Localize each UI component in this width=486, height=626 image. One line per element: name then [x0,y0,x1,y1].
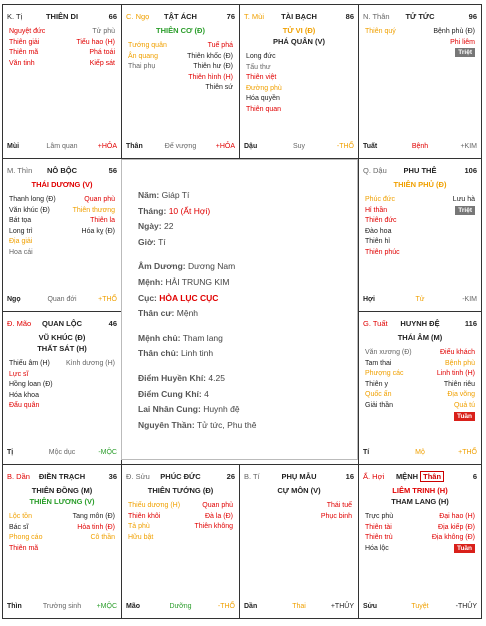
star-list [128,501,233,543]
star-left: Hóa quyền [246,95,280,103]
star-row [246,512,352,523]
main-star: THẤT SÁT (H) [37,344,87,353]
star-row [246,105,352,116]
star-left: Hóa lộc [365,544,389,552]
chart-center-info: Năm: Giáp Tí Tháng: 10 (Ất Hợi) Ngày: 22 Giờ: Tí Âm Dương: Dương Nam Mệnh: HẢI TRUNG KIM Cục: HỎA LỤC CỤC Thân cư: Mệnh Mệnh chủ: Tham lang Thân chủ: Linh tinh Điểm Huyền Khí: 4.25 Điểm Cung Khí: 4 Lai Nhân Cung: Huynh đệ Nguyên Thần: Tử tức, Phu thê [121,159,358,460]
star-right: Kình dương (H) [66,360,115,367]
star-left: Thiên quý [365,28,396,35]
star-row [9,27,115,38]
star-right: Thiên thương [72,206,115,214]
star-row [128,73,233,84]
palace-thin[interactable] [2,158,122,312]
palace-mao[interactable] [2,311,122,465]
star-left: Hồng loan (Đ) [9,381,53,389]
star-row [9,544,115,555]
star-row [365,401,475,412]
star-right: Đà la (Đ) [204,512,233,520]
star-list [9,27,115,69]
star-right: Quan phủ [202,502,233,509]
footer-branch: Thìn [7,603,22,610]
star-right: Quan phù [84,196,115,203]
star-right: Tang môn (Đ) [72,513,115,520]
palace-header [363,11,477,23]
star-list [246,52,352,116]
star-left: Lộc tồn [9,513,32,520]
star-left: Thiên đức [365,217,397,225]
star-left: Tả phù [128,523,150,531]
palace-header [244,11,354,23]
palace-branch: Đ. Mão [7,319,32,328]
star-row [365,348,475,359]
life-stage: Mộ [415,449,425,456]
star-row [9,401,115,412]
palace-footer [244,141,354,153]
palace-header [363,471,477,483]
element: -MỘC [98,449,117,456]
star-left: Thiên giải [9,38,40,46]
star-right: Hỏa tinh (Đ) [77,523,115,531]
star-row [9,59,115,70]
palace-number: 116 [464,319,477,328]
star-row [365,206,475,217]
palace-name: ĐIỀN TRẠCH [38,472,86,481]
main-star: THIÊN LƯƠNG (V) [29,497,95,506]
palace-ti[interactable] [2,4,122,159]
palace-branch: N. Thân [363,12,390,21]
life-stage: Bệnh [411,143,429,150]
star-right: Thiên hình (H) [188,73,233,81]
palace-header [7,165,117,177]
star-row [365,412,475,423]
main-star: LIÊM TRINH (H) [392,486,448,495]
star-left: Thiên phúc [365,248,400,256]
star-right: Thiên sứ [205,84,233,92]
element: +HỎA [215,143,235,150]
star-row [128,501,233,512]
palace-footer [126,601,235,613]
star-right: Thiên hư (Đ) [193,63,233,71]
star-left: Hữu bật [128,533,154,541]
star-right: Linh tinh (H) [436,370,475,378]
palace-header [126,471,235,483]
star-left: Trực phù [365,513,394,520]
footer-branch: Mùi [7,143,20,150]
star-list [365,27,475,59]
palace-header [7,318,117,330]
life-stage: Dưỡng [169,603,192,610]
star-left: Hoa cái [9,248,33,256]
star-right: Tử phù [92,28,115,35]
footer-branch: Thân [126,143,143,150]
life-stage: Suy [292,143,306,150]
palace-footer [7,447,117,459]
life-stage: Trường sinh [42,603,82,610]
star-left: Thiên mã [9,544,39,552]
life-stage: Thai [292,603,306,610]
palace-ti2[interactable] [239,464,359,619]
palace-footer [363,601,477,613]
star-right: Địa không (Đ) [431,534,475,542]
star-row [365,227,475,238]
star-row [9,237,115,248]
palace-number: 46 [108,319,117,328]
star-left: Nguyệt đức [9,28,46,35]
palace-header [7,471,117,483]
palace-name: THIÊN DI [45,12,79,21]
palace-name: QUAN LỘC [42,319,82,328]
star-row [246,52,352,63]
star-row [246,73,352,84]
star-row [128,512,233,523]
element: +THỔ [458,449,477,456]
star-row [9,359,115,370]
star-row [128,83,233,94]
star-left: Quốc ấn [365,391,392,399]
star-left: Thiếu dương (H) [128,502,181,509]
star-row [246,84,352,95]
life-stage: Quan đới [47,296,77,303]
palace-hoi[interactable] [358,464,482,619]
palace-number: 6 [472,472,477,481]
main-star: THIÊN ĐỒNG (M) [31,486,93,495]
footer-branch: Dậu [244,143,258,150]
palace-mui[interactable] [239,4,359,159]
life-stage: Đế vượng [164,143,197,150]
main-star: THIÊN TƯỚNG (Đ) [147,486,214,495]
star-left: Thiên tài [365,523,392,531]
main-star: THÁI ÂM (M) [397,333,443,342]
main-star: THÁI DƯƠNG (V) [31,180,93,189]
palace-number: 106 [464,166,477,175]
star-right: Lưu hà [452,196,475,203]
star-row [246,501,352,512]
star-left: Thiên mã [9,49,39,57]
element: -KIM [462,296,477,303]
palace-header [7,11,117,23]
palace-branch: B. Tí [244,472,260,481]
palace-than[interactable] [358,4,482,159]
star-left: Long đức [246,53,276,60]
star-row [9,216,115,227]
palace-number: 96 [468,12,477,21]
star-left: Đường phù [246,84,282,92]
star-right: Bệnh phù [445,359,475,367]
star-left: Thiên y [365,380,388,388]
star-right: Quả tú [453,401,475,409]
palace-tuat[interactable] [358,311,482,465]
star-list [246,501,352,522]
palace-branch: Q. Dậu [363,166,387,175]
star-row [128,52,233,63]
main-star: PHÁ QUÂN (V) [272,37,326,46]
star-right: Thiên không [194,523,233,531]
star-right: Thiên la [90,217,115,225]
star-row [246,94,352,105]
star-left: Ân quang [128,52,158,60]
tuan-badge: Tuần [454,412,475,421]
star-list [365,512,475,554]
star-right: Phi liêm [450,38,475,46]
star-row [365,48,475,59]
star-left: Thai phụ [128,63,156,71]
palace-suu[interactable] [121,464,240,619]
star-row [365,380,475,391]
main-star: TỬ VI (Đ) [282,26,316,35]
star-row [9,380,115,391]
palace-branch: G. Tuất [363,319,388,328]
palace-name: TÀI BẠCH [281,12,317,21]
star-list [365,195,475,259]
star-row [9,38,115,49]
element: -THỔ [336,143,354,150]
palace-header [363,318,477,330]
star-right: Phục binh [320,512,352,520]
palace-name: PHU THÊ [403,166,437,175]
star-left: Phượng các [365,370,404,378]
palace-number: 76 [226,12,235,21]
footer-branch: Tuất [363,143,378,150]
star-left: Thiếu âm (H) [9,360,50,367]
palace-name: NÔ BỘC [47,166,77,175]
palace-name: HUYNH ĐỆ [400,319,440,328]
triet-badge: Triệt [455,206,475,215]
star-left: Hỉ thần [365,206,388,214]
palace-branch: C. Ngọ [126,12,150,21]
main-star: CỰ MÔN (V) [277,486,321,495]
footer-branch: Hợi [363,296,375,303]
star-right: Tiểu hao (H) [76,38,115,46]
star-left: Thiên hỉ [365,238,390,246]
footer-branch: Sửu [363,603,378,610]
palace-footer [363,294,477,306]
main-star: THIÊN PHỦ (Đ) [393,180,447,189]
palace-name: TẬT ÁCH [164,12,197,21]
than-marker: Thân [420,471,444,482]
star-row [365,369,475,380]
palace-branch: B. Dần [7,472,30,481]
star-row [9,512,115,523]
life-stage: Lâm quan [46,143,78,150]
palace-footer [363,141,477,153]
star-left: Thiên quan [246,105,282,113]
palace-footer [7,141,117,153]
star-left: Đẩu quân [9,402,40,410]
star-left: Phong cáo [9,534,43,542]
palace-number: 16 [345,472,354,481]
star-right: Bệnh phù (Đ) [433,28,475,35]
star-right: Thiên riêu [443,380,475,388]
palace-name: TỬ TỨC [405,12,435,21]
star-left: Thiên việt [246,74,277,82]
star-row [365,390,475,401]
star-row [9,206,115,217]
star-row [365,544,475,555]
star-row [365,512,475,523]
star-row [365,523,475,534]
star-row [9,370,115,381]
tuan-badge: Tuần [454,544,475,553]
star-row [246,63,352,74]
star-right: Địa võng [447,391,475,399]
star-left: Địa giải [9,238,33,246]
footer-branch: Mão [126,603,140,610]
star-left: Văn khúc (Đ) [9,206,50,214]
life-stage: Tuyệt [411,603,429,610]
star-row [9,227,115,238]
star-right: Điếu khách [439,349,475,356]
star-row [365,359,475,370]
star-left: Văn xương (Đ) [365,349,412,356]
star-left: Phúc đức [365,196,395,203]
star-row [365,533,475,544]
star-left: Lực sĩ [9,370,29,378]
palace-branch: M. Thìn [7,166,33,175]
palace-number: 66 [108,12,117,21]
star-right: Kiếp sát [89,59,115,67]
star-list [9,195,115,259]
main-star: THAM LANG (H) [391,497,449,506]
star-row [9,533,115,544]
element: -THỦY [455,603,477,610]
star-left: Thiên khôi [128,512,161,520]
star-row [9,248,115,259]
star-row [9,48,115,59]
star-row [128,522,233,533]
element: +THỔ [98,296,117,303]
star-row [9,523,115,534]
element: -THỔ [217,603,235,610]
palace-branch: Đ. Sửu [126,472,150,481]
palace-header [363,165,477,177]
palace-footer [244,601,354,613]
palace-number: 56 [108,166,117,175]
star-left: Bác sĩ [9,523,29,531]
main-star: VŨ KHÚC (Đ) [38,333,86,342]
life-stage: Tử [415,296,425,303]
star-left: Bát tọa [9,217,32,225]
palace-number: 36 [108,472,117,481]
star-left: Tấu thư [246,63,271,71]
star-right: Tuế phá [207,42,233,49]
star-left: Long trì [9,227,33,235]
star-row [365,237,475,248]
footer-branch: Dần [244,603,258,610]
star-left: Thanh long (Đ) [9,196,56,203]
star-right: Thiên khốc (Đ) [187,52,233,60]
star-list [365,348,475,422]
palace-branch: K. Tị [7,12,23,21]
palace-name: PHÚC ĐỨC [160,472,201,481]
star-right: Cô thần [90,534,115,542]
star-left: Hóa khoa [9,391,39,399]
palace-dau[interactable] [358,158,482,312]
star-left: Giải thần [365,401,394,409]
star-right: Địa kiếp (Đ) [438,523,475,531]
palace-footer [363,447,477,459]
life-stage: Mộc dục [48,449,76,456]
element: +KIM [460,143,477,150]
footer-branch: Tị [7,449,14,456]
palace-footer [7,601,117,613]
star-right: Đại hao (H) [439,513,475,520]
star-row [128,62,233,73]
star-right: Thái tuế [326,502,352,509]
palace-ngo[interactable] [121,4,240,159]
star-left: Tướng quân [128,42,167,49]
star-row [365,216,475,227]
star-left: Tam thai [365,359,392,367]
star-left: Đào hoa [365,227,392,235]
element: +HỎA [97,143,117,150]
triet-badge: Triệt [455,48,475,57]
star-row [128,533,233,544]
footer-branch: Tí [363,449,370,456]
star-list [9,512,115,554]
palace-footer [126,141,235,153]
star-left: Thiên trù [365,534,393,542]
star-list [128,41,233,94]
star-row [365,38,475,49]
palace-branch: T. Mùi [244,12,265,21]
palace-header [126,11,235,23]
star-row [9,391,115,402]
star-row [128,41,233,52]
star-row [365,248,475,259]
palace-branch: Ấ. Hợi [363,472,385,481]
star-list [9,359,115,412]
palace-name: PHỤ MẪU [281,472,317,481]
star-left: Văn tinh [9,59,35,67]
palace-footer [7,294,117,306]
palace-number: 86 [345,12,354,21]
element: +THỦY [330,603,354,610]
star-row [9,195,115,206]
star-right: Phá toái [89,49,115,57]
palace-dan[interactable] [2,464,122,619]
palace-header [244,471,354,483]
star-row [365,27,475,38]
star-right: Hóa kỵ (Đ) [81,227,115,235]
palace-number: 26 [226,472,235,481]
star-row [365,195,475,206]
palace-name: MỆNH Thân [363,471,477,483]
main-star: THIÊN CƠ (Đ) [156,26,205,35]
footer-branch: Ngọ [7,296,21,303]
element: +MỘC [96,603,117,610]
